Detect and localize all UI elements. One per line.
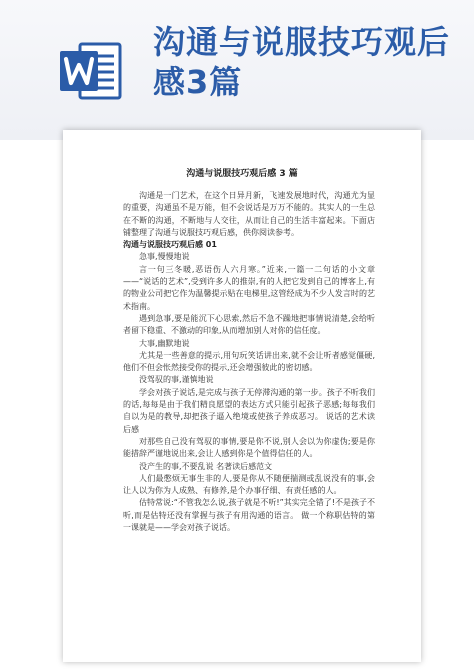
document-body [123, 190, 375, 534]
paragraph: 估特常说:“不管我怎么说,孩子就是不听!”其实完全错了!不是孩子不听,而是估特还没有掌握与孩子有用沟通的语言。 做一个称职估特的第一课就是——学会对孩子说话。 [123, 498, 375, 533]
section-heading: 沟通与说服技巧观后感 01 [123, 240, 217, 250]
paragraph: 大事,幽默地说 [139, 338, 190, 348]
paragraph: 对那些自己没有驾驭的事情,要是你不说,别人会以为你虚伪;要是你能措辞严谨地说出来,会让人感到你是个值得信任的人。 [123, 436, 375, 459]
paragraph: 没产生的事,不要乱说 名著读后感范文 [139, 461, 273, 471]
header-banner [0, 0, 474, 140]
word-document-icon [58, 38, 124, 104]
paragraph: 尤其是一些善意的提示,用句玩笑话讲出来,就不会让听者感觉僵硬,他们不但会怅然接受你的提示,还会增强彼此的密切感。 [123, 350, 375, 373]
paragraph: 人们最憋烦无事生非的人,要是你从不随便揣测或乱说没有的事,会让人以为你为人成熟、有修养,是个办事仔细、有责任感的人。 [123, 473, 375, 496]
paragraph: 急事,慢慢地说 [139, 252, 190, 262]
banner-title: 沟通与说服技巧观后感3篇 [153, 23, 451, 101]
paragraph: 言一句三冬暖,恶语伤人六月寒。”近来,一篇一二句话的小文章——“说话的艺术”,受到许多人的推崇,有的人把它发到自己的博客上,有的物业公司把它作为温馨提示贴在电梯里,这管经成为不少人发言时的艺术指南。 [123, 264, 375, 311]
document-title: 沟通与说服技巧观后感 3 篇 [186, 169, 298, 179]
paragraph: 沟通是一门艺术，在这个日异月新，飞速发展地时代，沟通尤为显的重要，沟通虽不是万能，但不会说话是万万不能的。其实人的一生总在不断的沟通，不断地与人交往，从而让自己的生活丰富起来。下面店铺整理了沟通与说服技巧观后感，供你阅读参考。 [123, 191, 375, 237]
paragraph: 遇到急事,要是能沉下心思索,然后不急不躁地把事情说清楚,会给听者留下稳重、不激动的印象,从而增加别人对你的信任度。 [123, 313, 375, 336]
paragraph: 没驾驭的事,谨慎地说 [139, 375, 214, 385]
document-page [63, 130, 421, 662]
paragraph: 学会对孩子说话,是完成与孩子无停滞沟通的第一步。孩子不听我们的话,每每是由于我们精良愿望的表达方式只能引起孩子恶感;每每我们自以为是的教导,却把孩子逼入绝境或使孩子养成恶习。 说话的艺术读后感 [123, 387, 375, 434]
